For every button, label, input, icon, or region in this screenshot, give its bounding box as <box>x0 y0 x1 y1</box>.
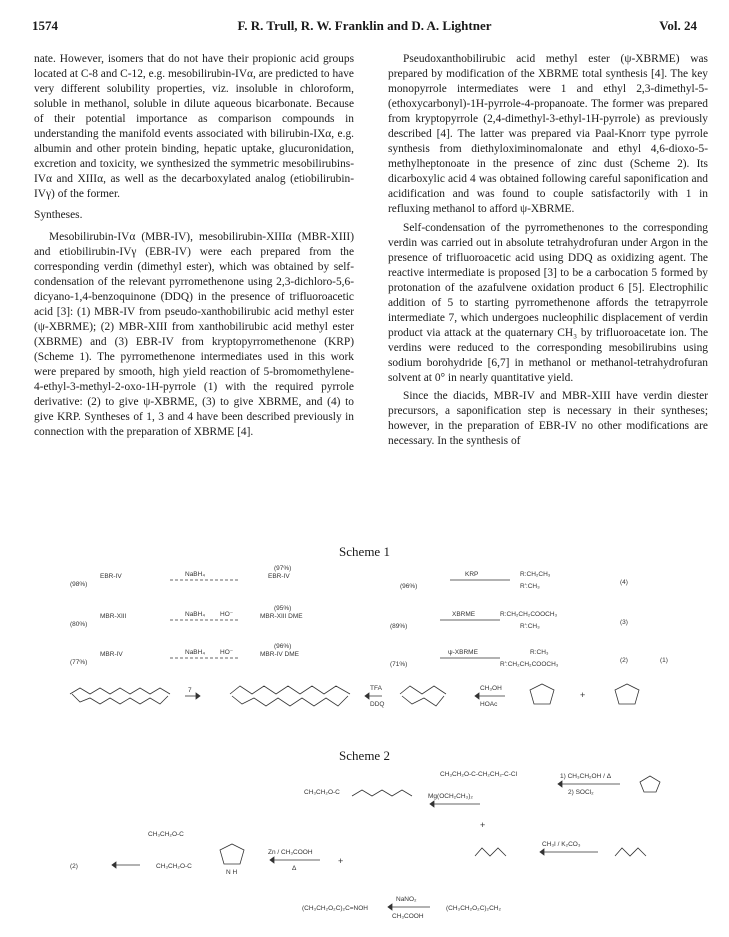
step-socl2: 2) SOCl₂ <box>568 789 594 796</box>
scheme-1-structures <box>70 684 639 708</box>
row4-reagent: NaBH₄ <box>185 571 205 578</box>
row2-mid-product: MBR-IV DME <box>260 651 299 658</box>
scheme-1-reagent-ch3oh: CH₃OH <box>480 685 502 692</box>
row4-left-yield: (96%) <box>400 583 418 590</box>
pyrrole-nh: N H <box>226 869 238 876</box>
step-zn: Zn / CH₃COOH <box>268 849 313 856</box>
page-number: 1574 <box>32 18 58 33</box>
nitrite: NaNO₂ <box>396 896 417 903</box>
ester-lower-left: CH₃CH₂O-C <box>156 863 192 870</box>
left-paragraph-1: nate. However, isomers that do not have their propionic acid groups located at C-8 and C-12, e.g. mesobilirubin-IVα, are predicted to have very different solubility properties, viz. insoluble in chloroform, soluble in methanol, soluble in dilute aqueous bicarbonate. Because of their potential importance as comparison compounds in understanding the manifold events associated with bilirubin-IXα, e.g. albumin and other protein binding, hepatic uptake, glucuronidation, excretion and toxicity, we synthesized the symmetric mesobilirubins-IVα and XIIIα, as well as the decarboxylated analog (etiobilirubin-IVγ) of the former. <box>34 53 354 201</box>
scheme-2-title: Scheme 2 <box>339 748 390 763</box>
step-methylation: CH₃I / K₂CO₃ <box>542 841 581 848</box>
scheme-1-arrow-label-7: 7 <box>188 687 192 694</box>
left-column <box>34 52 354 440</box>
scheme-2-diagram <box>70 768 700 928</box>
syntheses-subheading: Syntheses. <box>34 209 83 222</box>
row2-reagent: NaBH₄ <box>185 649 205 656</box>
row3-r2: R':CH₃ <box>520 623 540 630</box>
plus-mid: + <box>480 820 486 830</box>
row4-right-product: EBR-IV <box>100 573 122 580</box>
ester-upper-left: CH₃CH₂O-C <box>148 831 184 838</box>
row4-r: R:CH₂CH₃ <box>520 571 551 578</box>
left-paragraph-2: Mesobilirubin-IVα (MBR-IV), mesobilirubin-XIIIα (MBR-XIII) and etiobilirubin-IVγ (EBR-IV) were each prepared from the corresponding verdin (dimethyl ester), which was obtained by self-condensation of the relevant pyrromethenone using 2,3-dichloro-5,6-dicyano-1,4-benzoquinone (DDQ) in the presence of trifluoroacetic acid [3]: (1) MBR-IV from pseudo-xanthobilirubic acid methyl ester (ψ-XBRME); (2) MBR-XIII from xanthobilirubic acid methyl ester (XBRME) and (3) EBR-IV from kryptopyrromethenone (KRP) (Scheme 1). The pyrromethenone intermediates used in this work were prepared by smooth, high yield reaction of 5-bromomethylene-4-ethyl-3-methyl-2-oxo-1H-pyrrole (1) with the required pyrrole derivative: (2) to give ψ-XBRME, (3) to give XBRME, and (4) to give KRP. Syntheses of 1, 3 and 4 have been described previously in connection with the preparation of XBRME [4]. <box>34 230 354 439</box>
scheme-1-row-3 <box>70 605 628 630</box>
row4-r2: R':CH₃ <box>520 583 540 590</box>
compound-2-label: (2) <box>70 863 78 870</box>
scheme-1-row-2 <box>70 643 628 668</box>
scheme-1-reagent-tfa: TFA <box>370 685 382 692</box>
scheme-1-row-4 <box>70 565 628 590</box>
right-paragraph-3: Since the diacids, MBR-IV and MBR-XIII have verdin diester precursors, a saponification step is necessary in their syntheses; however, in the preparation of EBR-IV no other modifications are necessary. In the synthesis of <box>388 390 708 448</box>
running-header <box>32 18 697 36</box>
row3-reagent2: HO⁻ <box>220 611 234 618</box>
row2-label: (2) <box>620 657 628 664</box>
row3-reagent: NaBH₄ <box>185 611 205 618</box>
scheme-1-title: Scheme 1 <box>339 544 390 559</box>
row3-mid-yield: (95%) <box>274 605 292 612</box>
scheme-1-reagent-hoac: HOAc <box>480 701 498 708</box>
scheme-1-diagram <box>60 562 710 742</box>
row4-right-yield: (98%) <box>70 581 88 588</box>
row4-mid-product: EBR-IV <box>268 573 290 580</box>
scheme-1-plus: + <box>580 690 586 700</box>
step-zn-cond: Δ <box>292 865 297 872</box>
row3-right-yield: (80%) <box>70 621 88 628</box>
row4-label: (4) <box>620 579 628 586</box>
oxime: (CH₃CH₂O₂C)₂C=NOH <box>302 905 369 912</box>
right-paragraph-2: Self-condensation of the pyrromethenones to the corresponding verdin was carried out in absolute tetrahydrofuran under Argon in the presence of trifluoroacetic acid using DDQ as oxidizing agent. The reactive intermediate is proposed [3] to be a carbocation 5 formed by protonation of the azafulvene oxidation product 6 [5]. Electrophilic addition of 5 to starting pyrromethenone affords the tetrapyrrole intermediate 7, which undergoes nucleophilic displacement of verdin product via attack at the quaternary CH₃ by trifluoroacetate ion. The verdins were reduced to the corresponding mesobilirubins using sodium borohydride [6,7] in methanol or methanol-tetrahydrofuran solvent at 0° in nearly quantitative yield. <box>388 221 708 384</box>
scheme-1-reagent-ddq: DDQ <box>370 701 385 708</box>
row2-arrow-name: ψ-XBRME <box>448 649 478 656</box>
step-ethanol: 1) CH₃CH₂OH / Δ <box>560 773 612 780</box>
row4-arrow-name: KRP <box>465 571 479 578</box>
row2-reagent2: HO⁻ <box>220 649 234 656</box>
diketo-ester: CH₃CH₂O-C <box>304 789 340 796</box>
row3-r: R:CH₂CH₂COOCH₃ <box>500 611 558 618</box>
right-paragraph-1: Pseudoxanthobilirubic acid methyl ester (ψ-XBRME) was prepared by modification of the XBRME total synthesis [4]. The key monopyrrole intermediates were 1 and ethyl 2,3-dimethyl-5-(ethoxycarbonyl)-1H-pyrrole-4-propanoate. The former was prepared from kryptopyrrole (2,4-dimethyl-3-ethyl-1H-pyrrole) as previously described [4]. The latter was prepared via Paal-Knorr type pyrrole synthesis from diethyloximinomalonate and ethyl 4,6-dioxo-5-methylheptonoate in the presence of zinc dust (Scheme 2). Its dicarboxylic acid 4 was obtained following careful saponification and acidification and was found to couple satisfactorily with 1 in refluxing methanol to afford ψ-XBRME. <box>388 53 708 216</box>
compound-1-label: (1) <box>660 657 668 664</box>
row3-label: (3) <box>620 619 628 626</box>
header-authors: F. R. Trull, R. W. Franklin and D. A. Lightner <box>237 18 492 33</box>
row2-right-product: MBR-IV <box>100 651 123 658</box>
row2-right-yield: (77%) <box>70 659 88 666</box>
malonate: (CH₃CH₂O₂C)₂CH₂ <box>446 905 501 912</box>
right-column <box>388 52 708 449</box>
row2-r: R:CH₃ <box>530 649 549 656</box>
row2-r2: R':CH₂CH₂COOCH₃ <box>500 661 559 668</box>
row3-mid-product: MBR-XIII DME <box>260 613 303 620</box>
row3-left-yield: (89%) <box>390 623 408 630</box>
nitrite-solvent: CH₃COOH <box>392 913 424 920</box>
row2-left-yield: (71%) <box>390 661 408 668</box>
row2-mid-yield: (96%) <box>274 643 292 650</box>
row3-right-product: MBR-XIII <box>100 613 127 620</box>
row3-arrow-name: XBRME <box>452 611 476 618</box>
mg-reagent: Mg(OCH₂CH₃)₂ <box>428 793 473 800</box>
header-volume: Vol. 24 <box>659 18 697 33</box>
row4-mid-yield: (97%) <box>274 565 292 572</box>
acid-chloride: CH₃CH₂O-C-CH₂CH₂-C-Cl <box>440 771 518 778</box>
plus-left: + <box>338 856 344 866</box>
